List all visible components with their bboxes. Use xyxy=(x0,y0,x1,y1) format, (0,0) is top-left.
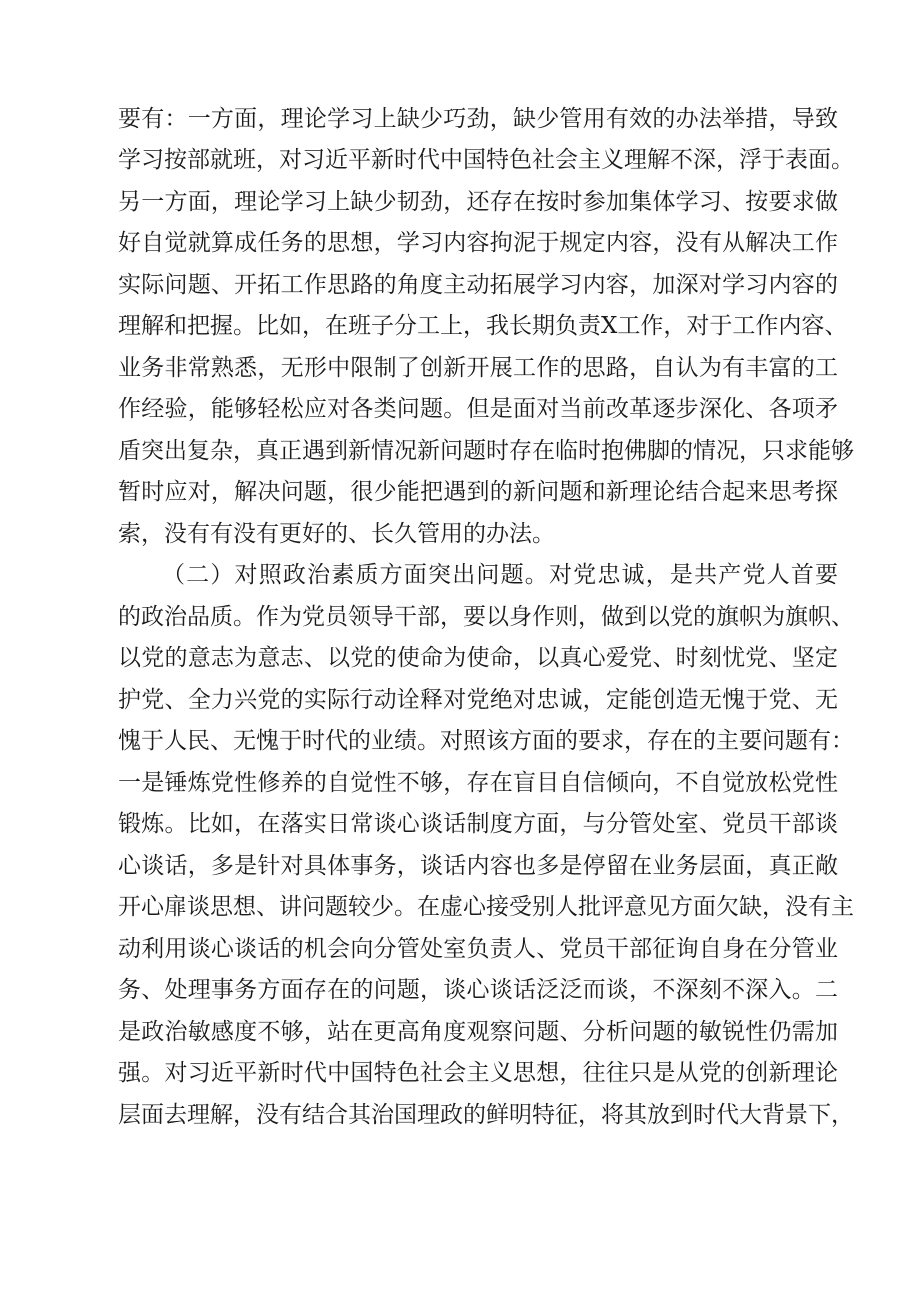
text-line: 是政治敏感度不够，站在更高角度观察问题、分析问题的敏锐性仍需加 xyxy=(118,1019,838,1045)
text-line: 另一方面，理论学习上缺少韧劲，还存在按时参加集体学习、按要求做 xyxy=(118,189,838,215)
section-heading-line: （二）对照政治素质方面突出问题。对党忠诚，是共产党人首要 xyxy=(162,562,838,588)
text-line: 一是锤炼党性修养的自觉性不够，存在盲目自信倾向，不自觉放松党性 xyxy=(118,770,838,796)
text-line: 愧于人民、无愧于时代的业绩。对照该方面的要求，存在的主要问题有： xyxy=(118,728,854,754)
text-line: 动利用谈心谈话的机会向分管处室负责人、党员干部征询自身在分管业 xyxy=(118,936,838,962)
text-line: 暂时应对，解决问题，很少能把遇到的新问题和新理论结合起来思考探 xyxy=(118,479,838,505)
text-line: 心谈话，多是针对具体事务，谈话内容也多是停留在业务层面，真正敞 xyxy=(118,853,838,879)
text-line: 护党、全力兴党的实际行动诠释对党绝对忠诚，定能创造无愧于党、无 xyxy=(118,687,838,713)
text-line: 以党的意志为意志、以党的使命为使命，以真心爱党、时刻忧党、坚定 xyxy=(118,645,838,671)
text-line: 的政治品质。作为党员领导干部，要以身作则，做到以党的旗帜为旗帜、 xyxy=(118,604,854,630)
text-line: 务、处理事务方面存在的问题，谈心谈话泛泛而谈，不深刻不深入。二 xyxy=(118,977,838,1003)
text-line: 要有：一方面，理论学习上缺少巧劲，缺少管用有效的办法举措，导致 xyxy=(118,106,838,132)
text-line: 开心扉谈思想、讲问题较少。在虚心接受别人批评意见方面欠缺，没有主 xyxy=(118,894,854,920)
text-line: 好自觉就算成任务的思想，学习内容拘泥于规定内容，没有从解决工作 xyxy=(118,230,838,256)
text-line: 理解和把握。比如，在班子分工上，我长期负责X工作，对于工作内容、 xyxy=(118,313,848,339)
paragraph-last-line: 索，没有有没有更好的、长久管用的办法。 xyxy=(118,521,555,547)
text-line: 作经验，能够轻松应对各类问题。但是面对当前改革逐步深化、各项矛 xyxy=(118,396,838,422)
text-line: 盾突出复杂，真正遇到新情况新问题时存在临时抱佛脚的情况，只求能够 xyxy=(118,438,854,464)
text-line: 业务非常熟悉，无形中限制了创新开展工作的思路，自认为有丰富的工 xyxy=(118,355,838,381)
text-line: 强。对习近平新时代中国特色社会主义思想，往往只是从党的创新理论 xyxy=(118,1060,838,1086)
text-line: 层面去理解，没有结合其治国理政的鲜明特征，将其放到时代大背景下， xyxy=(118,1102,854,1128)
text-line: 学习按部就班，对习近平新时代中国特色社会主义理解不深，浮于表面。 xyxy=(118,147,854,173)
text-line: 实际问题、开拓工作思路的角度主动拓展学习内容，加深对学习内容的 xyxy=(118,272,838,298)
text-line: 锻炼。比如，在落实日常谈心谈话制度方面，与分管处室、党员干部谈 xyxy=(118,811,838,837)
